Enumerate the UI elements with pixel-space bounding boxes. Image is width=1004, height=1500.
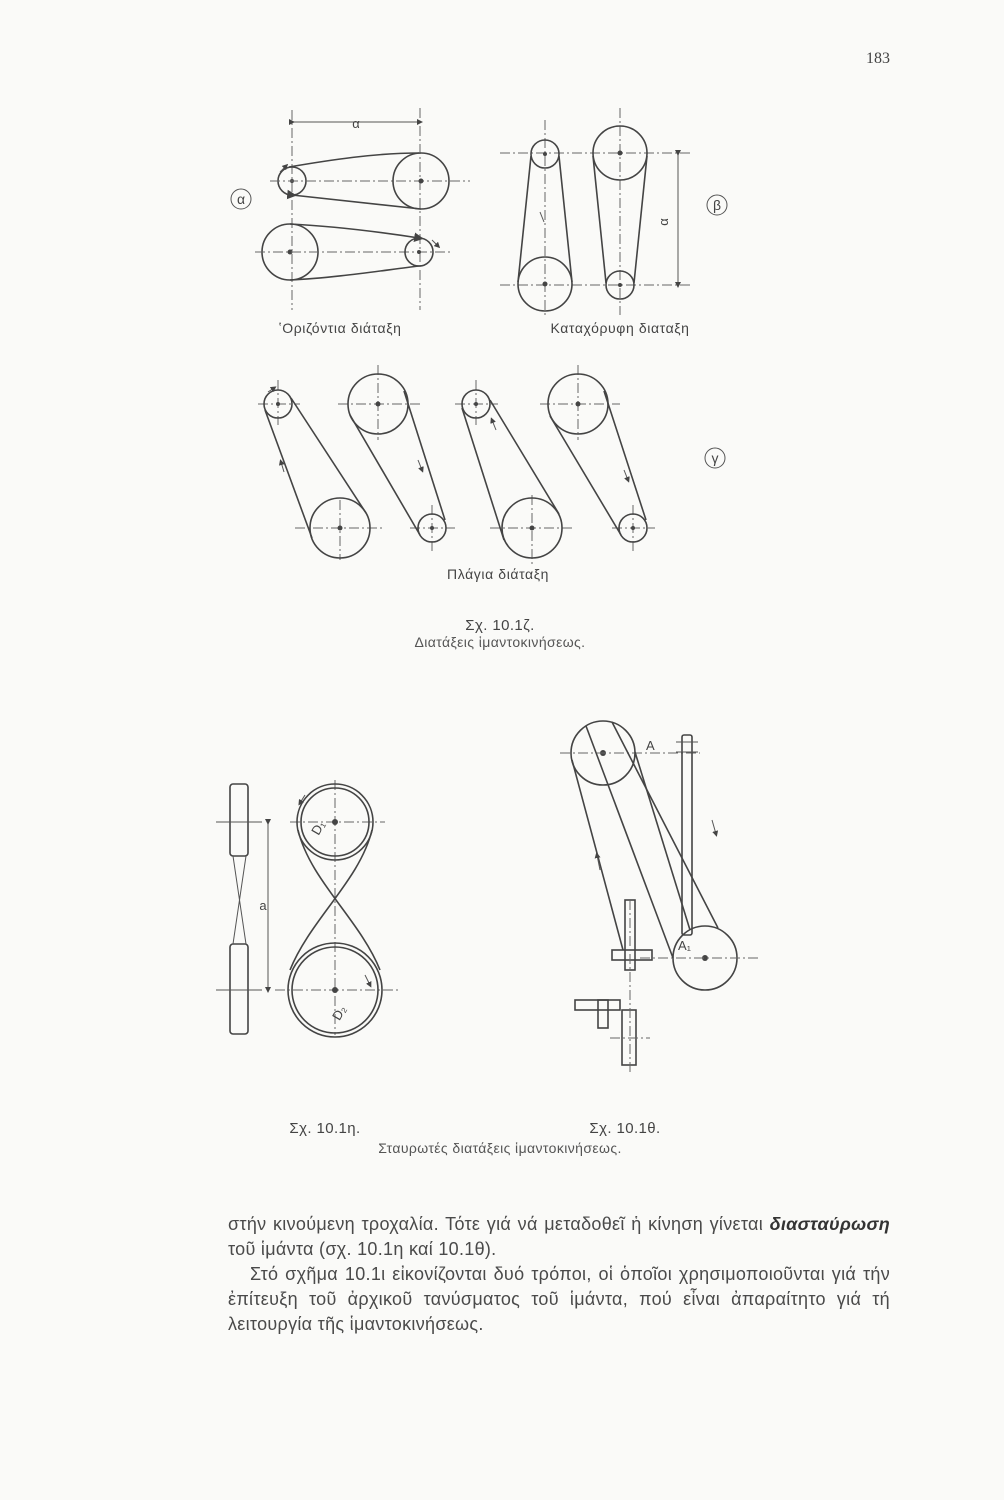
caption-fig-10-1z (340, 617, 660, 650)
vertical-arrangement (500, 108, 690, 315)
caption-crossed-arrangements: Σταυρωτές διατάξεις ἱμαντοκινήσεως. (378, 1140, 622, 1156)
caption-fig-10-1th-number: Σχ. 10.1θ. (589, 1120, 661, 1137)
label-d2: D₂ (328, 1002, 350, 1023)
inclined-label: Πλάγια διάταξη (447, 566, 549, 582)
page-number: 183 (866, 50, 890, 67)
inclined-arrangement (258, 365, 655, 565)
dim-a-vertical: α (656, 218, 671, 226)
emphasis-word: διασταύρωση (769, 1214, 890, 1234)
svg-text:β: β (712, 197, 722, 213)
label-d1: D₁ (308, 818, 329, 838)
label-gamma-marker (705, 448, 725, 468)
caption-fig-10-1z-text: Διατάξεις ἱμαντοκινήσεως. (414, 634, 586, 650)
body-text (228, 1212, 890, 1337)
crossed-belt-figure (216, 780, 400, 1037)
dim-a-horizontal: α (352, 116, 360, 131)
horizontal-arrangement (255, 108, 470, 310)
svg-text:γ: γ (711, 450, 719, 466)
svg-text:α: α (236, 191, 246, 207)
paragraph-1: στήν κινούμενη τροχαλία. Τότε γιά νά μεταδοθεῖ ἡ κίνηση γίνεται διασταύρωση τοῦ ἱμάντα (σχ. 10.1η καί 10.1θ). (228, 1214, 890, 1259)
vertical-label: Καταχόρυφη διαταξη (550, 320, 690, 336)
label-beta-marker (707, 195, 727, 215)
label-a1: A₁ (678, 938, 692, 953)
quarter-turn-belt-figure (560, 721, 760, 1075)
caption-fig-10-1h-number: Σχ. 10.1η. (289, 1120, 361, 1137)
horizontal-label: ʽΟριζόντια διάταξη (278, 320, 402, 336)
caption-fig-10-1z-number: Σχ. 10.1ζ. (465, 617, 535, 634)
paragraph-2: Στό σχῆμα 10.1ι εἰκονίζονται δυό τρόποι, οἱ ὁποῖοι χρησιμοποιοῦνται γιά τήν ἐπίτευξη τοῦ ἀρχικοῦ τανύσματος τοῦ ἱμάντα, πού εἶναι ἀπαραίτητο γιά τή λειτουργία τῆς ἱμαντοκινήσεως. (228, 1264, 890, 1334)
dim-a-crossed: a (259, 898, 267, 913)
label-alpha-marker (231, 189, 251, 209)
label-a: A (646, 738, 655, 753)
